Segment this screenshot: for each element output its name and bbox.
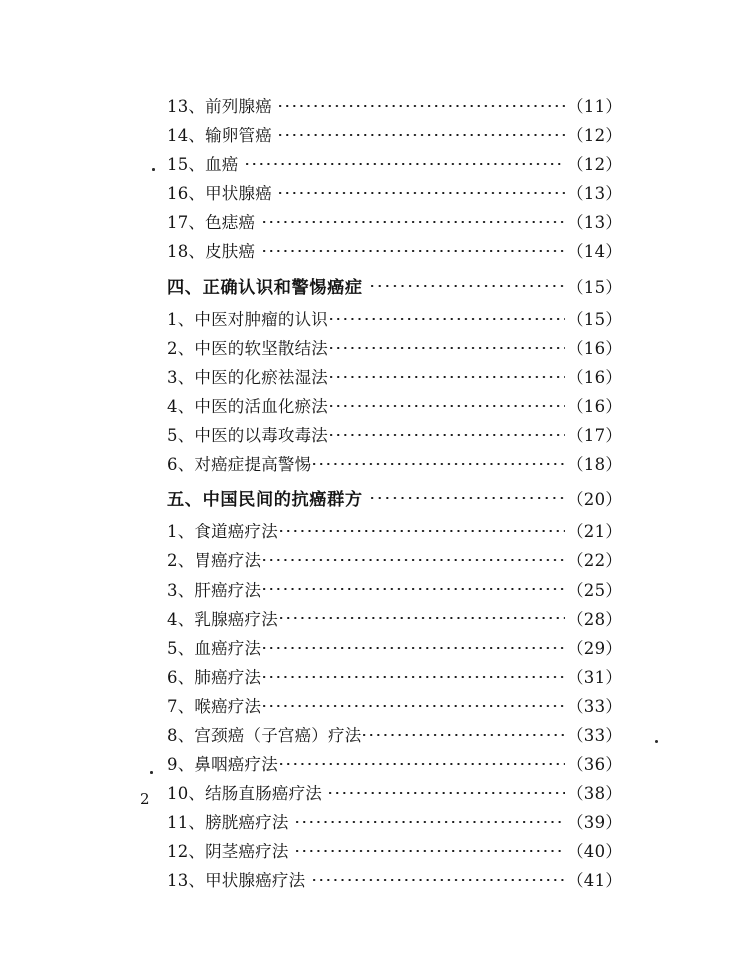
toc-entry-page-number: （18） — [567, 455, 623, 475]
toc-entry-page-number: （13） — [567, 184, 623, 204]
toc-entry — [167, 518, 629, 547]
toc-entry — [167, 122, 629, 151]
toc-dot-leader — [371, 488, 565, 505]
toc-entry — [167, 151, 629, 180]
toc-dot-leader — [263, 666, 565, 683]
toc-entry-page-number: （16） — [567, 338, 623, 358]
toc-entry-title: 2、胃癌疗法 — [167, 551, 262, 571]
toc-dot-leader — [296, 812, 565, 829]
toc-entry-title: 6、肺癌疗法 — [167, 667, 262, 687]
toc-entry-title: 13、甲状腺癌疗法 — [167, 871, 311, 891]
toc-dot-leader — [279, 183, 565, 200]
toc-entry-title: 3、中医的化瘀祛湿法 — [167, 367, 328, 387]
toc-entry-title: 7、喉癌疗法 — [167, 696, 262, 716]
toc-entry — [167, 393, 629, 422]
toc-entry-title: 5、血癌疗法 — [167, 638, 262, 658]
toc-entry — [167, 422, 629, 451]
toc-dot-leader — [263, 579, 565, 596]
page-folio-number: 2 — [140, 790, 150, 808]
toc-entry-title: 2、中医的软坚散结法 — [167, 338, 328, 358]
toc-entry-title: 3、肝癌疗法 — [167, 580, 262, 600]
toc-dot-leader — [330, 395, 565, 412]
toc-entry — [167, 306, 629, 335]
toc-dot-leader — [363, 724, 565, 741]
toc-entry-page-number: （40） — [567, 842, 623, 862]
toc-entry — [167, 335, 629, 364]
toc-entry-page-number: （20） — [567, 490, 623, 510]
toc-entry-page-number: （15） — [567, 277, 623, 297]
toc-entry-title: 10、结肠直肠癌疗法 — [167, 784, 328, 804]
toc-dot-leader — [263, 241, 565, 258]
scan-speck — [150, 771, 153, 774]
toc-entry-page-number: （22） — [567, 551, 623, 571]
toc-entry-title: 五、中国民间的抗癌群方 — [167, 490, 370, 511]
toc-entry-page-number: （13） — [567, 213, 623, 233]
scan-speck — [152, 168, 155, 171]
toc-entry-page-number: （11） — [567, 97, 623, 116]
toc-entry-page-number: （29） — [567, 638, 623, 658]
toc-entry — [167, 867, 629, 896]
toc-section-heading — [167, 485, 629, 514]
toc-section-heading — [167, 273, 629, 302]
scan-speck — [655, 740, 658, 743]
toc-entry-title: 16、甲状腺癌 — [167, 184, 278, 204]
toc-entry-title: 8、宫颈癌（子宫癌）疗法 — [167, 725, 362, 745]
toc-entry-title: 4、乳腺癌疗法 — [167, 609, 278, 629]
toc-entry-page-number: （39） — [567, 813, 623, 833]
toc-entry-page-number: （14） — [567, 242, 623, 262]
toc-entry-title: 17、色痣癌 — [167, 213, 261, 233]
toc-dot-leader — [280, 754, 565, 771]
toc-entry-list — [167, 93, 629, 897]
toc-dot-leader — [280, 521, 565, 538]
toc-dot-leader — [330, 308, 565, 325]
toc-entry-page-number: （25） — [567, 580, 623, 600]
toc-entry — [167, 838, 629, 867]
toc-dot-leader — [263, 637, 565, 654]
toc-entry — [167, 722, 629, 751]
toc-entry — [167, 635, 629, 664]
toc-entry-page-number: （17） — [567, 426, 623, 446]
toc-dot-leader — [279, 125, 565, 142]
toc-entry-title: 1、食道癌疗法 — [167, 522, 278, 542]
toc-entry-page-number: （38） — [567, 784, 623, 804]
toc-entry-title: 5、中医的以毒攻毒法 — [167, 426, 328, 446]
toc-entry-title: 14、输卵管癌 — [167, 126, 278, 146]
toc-entry — [167, 209, 629, 238]
toc-entry — [167, 780, 629, 809]
toc-dot-leader — [330, 337, 565, 354]
toc-entry-page-number: （36） — [567, 755, 623, 775]
toc-dot-leader — [313, 454, 565, 471]
toc-dot-leader — [280, 608, 565, 625]
toc-entry — [167, 364, 629, 393]
toc-entry-page-number: （28） — [567, 609, 623, 629]
toc-dot-leader — [329, 783, 565, 800]
toc-dot-leader — [263, 212, 565, 229]
toc-dot-leader — [246, 154, 565, 171]
toc-entry — [167, 451, 629, 480]
toc-dot-leader — [330, 366, 565, 383]
toc-entry — [167, 547, 629, 576]
toc-entry-title: 4、中医的活血化瘀法 — [167, 396, 328, 416]
toc-entry — [167, 180, 629, 209]
toc-entry — [167, 664, 629, 693]
toc-entry-page-number: （33） — [567, 725, 623, 745]
toc-entry — [167, 577, 629, 606]
toc-dot-leader — [263, 550, 565, 567]
toc-dot-leader — [263, 695, 565, 712]
toc-entry-page-number: （21） — [567, 522, 623, 542]
toc-entry-page-number: （33） — [567, 696, 623, 716]
toc-entry-page-number: （15） — [567, 309, 623, 329]
toc-entry — [167, 93, 629, 122]
toc-entry-title: 12、阴茎癌疗法 — [167, 842, 295, 862]
toc-entry-title: 15、血癌 — [167, 155, 244, 175]
toc-dot-leader — [371, 275, 565, 292]
toc-entry — [167, 606, 629, 635]
toc-entry — [167, 751, 629, 780]
toc-entry-title: 18、皮肤癌 — [167, 242, 261, 262]
toc-entry — [167, 238, 629, 267]
toc-dot-leader — [296, 841, 565, 858]
toc-entry-page-number: （31） — [567, 667, 623, 687]
toc-entry-title: 11、膀胱癌疗法 — [167, 813, 295, 833]
toc-entry-title: 13、前列腺癌 — [167, 97, 278, 116]
toc-dot-leader — [330, 425, 565, 442]
toc-entry-title: 四、正确认识和警惕癌症 — [167, 277, 370, 298]
toc-entry-title: 9、鼻咽癌疗法 — [167, 755, 278, 775]
toc-entry-title: 1、中医对肿瘤的认识 — [167, 309, 328, 329]
toc-entry — [167, 693, 629, 722]
toc-entry-page-number: （16） — [567, 367, 623, 387]
toc-entry-page-number: （12） — [567, 126, 623, 146]
toc-entry-page-number: （16） — [567, 396, 623, 416]
toc-entry — [167, 809, 629, 838]
toc-entry-page-number: （41） — [567, 871, 623, 891]
toc-dot-leader — [279, 96, 565, 113]
toc-dot-leader — [313, 870, 565, 887]
toc-entry-page-number: （12） — [567, 155, 623, 175]
toc-entry-title: 6、对癌症提高警惕 — [167, 455, 312, 475]
